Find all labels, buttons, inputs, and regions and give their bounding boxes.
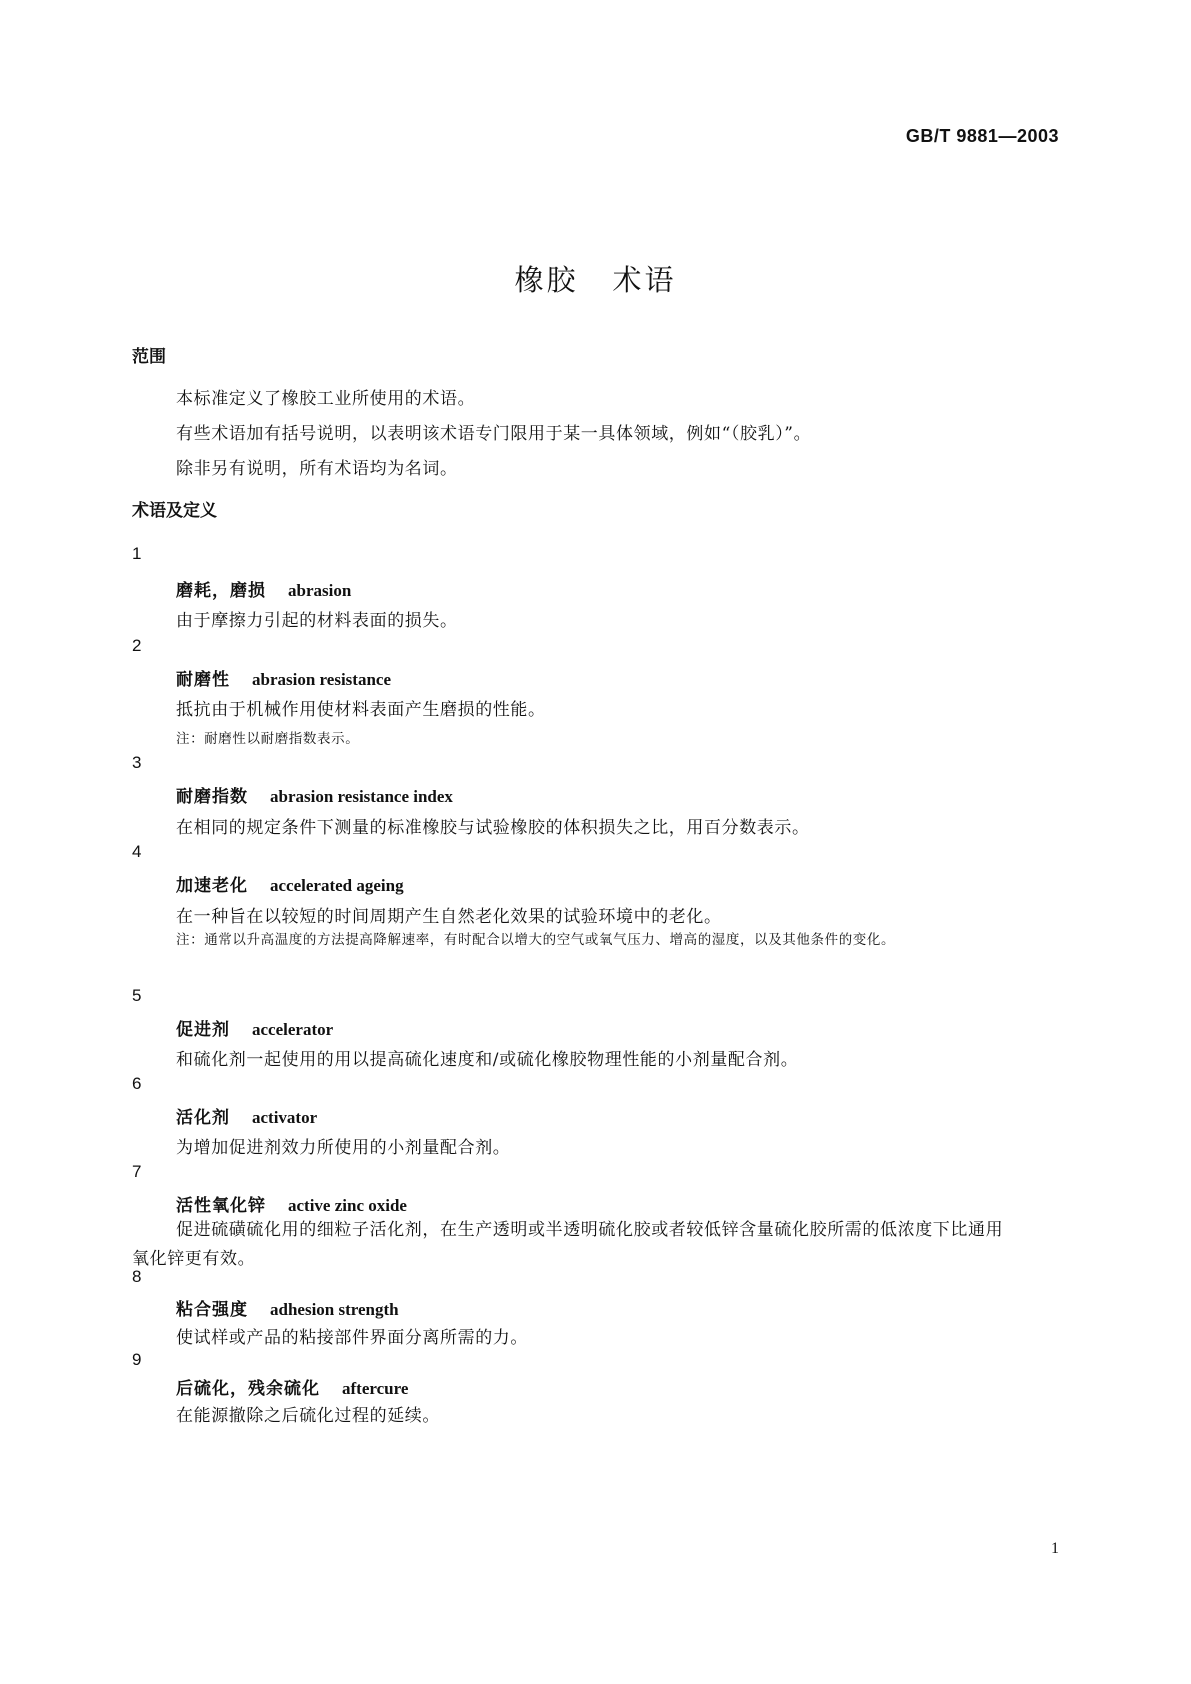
term-definition: 为增加促进剂效力所使用的小剂量配合剂。 bbox=[176, 1138, 511, 1158]
term-number: 4 bbox=[132, 842, 142, 861]
scope-paragraph: 有些术语加有括号说明，以表明该术语专门限用于某一具体领域，例如“（胶乳）”。 bbox=[176, 424, 812, 444]
term-zh: 耐磨性 bbox=[176, 670, 230, 690]
term-entry bbox=[176, 665, 391, 690]
term-definition: 促进硫磺硫化用的细粒子活化剂，在生产透明或半透明硫化胶或者较低锌含量硫化胶所需的低浓度下比通用氧化锌更有效。 bbox=[132, 1220, 1004, 1269]
term-definition: 由于摩擦力引起的材料表面的损失。 bbox=[176, 611, 458, 631]
term-en: aftercure bbox=[342, 1379, 409, 1398]
term-number: 7 bbox=[132, 1162, 142, 1181]
term-entry bbox=[176, 1374, 408, 1399]
term-zh: 磨耗，磨损 bbox=[176, 581, 266, 601]
term-en: active zinc oxide bbox=[288, 1196, 407, 1215]
term-number: 9 bbox=[132, 1350, 142, 1369]
term-number: 5 bbox=[132, 986, 142, 1005]
term-definition: 在相同的规定条件下测量的标准橡胶与试验橡胶的体积损失之比，用百分数表示。 bbox=[176, 818, 810, 838]
term-zh: 粘合强度 bbox=[176, 1300, 248, 1320]
term-definition: 使试样或产品的粘接部件界面分离所需的力。 bbox=[176, 1328, 528, 1348]
term-en: adhesion strength bbox=[270, 1300, 399, 1319]
term-note: 注：耐磨性以耐磨指数表示。 bbox=[176, 731, 360, 747]
term-zh: 活性氧化锌 bbox=[176, 1196, 266, 1216]
term-entry bbox=[176, 871, 404, 896]
term-entry bbox=[176, 576, 351, 601]
term-en: accelerator bbox=[252, 1020, 334, 1039]
scope-paragraph: 除非另有说明，所有术语均为名词。 bbox=[176, 459, 458, 479]
document-title bbox=[0, 258, 1191, 299]
term-en: abrasion resistance bbox=[252, 670, 391, 689]
term-definition: 在一种旨在以较短的时间周期产生自然老化效果的试验环境中的老化。 bbox=[176, 907, 722, 927]
term-en: activator bbox=[252, 1108, 318, 1127]
term-number: 8 bbox=[132, 1267, 142, 1286]
term-en: abrasion bbox=[288, 581, 352, 600]
term-number: 6 bbox=[132, 1074, 142, 1093]
term-zh: 促进剂 bbox=[176, 1020, 230, 1040]
terms-heading: 术语及定义 bbox=[132, 501, 217, 521]
term-zh: 耐磨指数 bbox=[176, 787, 248, 807]
title-part-2: 术语 bbox=[612, 263, 677, 297]
term-definition: 和硫化剂一起使用的用以提高硫化速度和/或硫化橡胶物理性能的小剂量配合剂。 bbox=[176, 1050, 799, 1070]
title-part-1: 橡胶 bbox=[514, 263, 579, 297]
scope-heading: 范围 bbox=[132, 347, 166, 367]
term-definition: 在能源撤除之后硫化过程的延续。 bbox=[176, 1406, 440, 1426]
term-entry bbox=[176, 1191, 407, 1216]
term-entry bbox=[176, 782, 453, 807]
term-zh: 后硫化，残余硫化 bbox=[176, 1379, 320, 1399]
term-entry bbox=[176, 1103, 317, 1128]
scope-paragraph: 本标准定义了橡胶工业所使用的术语。 bbox=[176, 389, 476, 409]
term-number: 3 bbox=[132, 753, 142, 772]
term-entry bbox=[176, 1015, 333, 1040]
term-en: accelerated ageing bbox=[270, 876, 404, 895]
standard-code: GB/T 9881—2003 bbox=[905, 126, 1059, 146]
term-number: 1 bbox=[132, 544, 142, 563]
term-number: 2 bbox=[132, 636, 142, 655]
term-zh: 活化剂 bbox=[176, 1108, 230, 1128]
term-entry bbox=[176, 1295, 399, 1320]
term-note: 注：通常以升高温度的方法提高降解速率，有时配合以增大的空气或氧气压力、增高的湿度，以及其他条件的变化。 bbox=[176, 932, 896, 948]
page-number: 1 bbox=[1051, 1540, 1059, 1557]
term-definition: 抵抗由于机械作用使材料表面产生磨损的性能。 bbox=[176, 700, 546, 720]
term-zh: 加速老化 bbox=[176, 876, 248, 896]
term-en: abrasion resistance index bbox=[270, 787, 453, 806]
